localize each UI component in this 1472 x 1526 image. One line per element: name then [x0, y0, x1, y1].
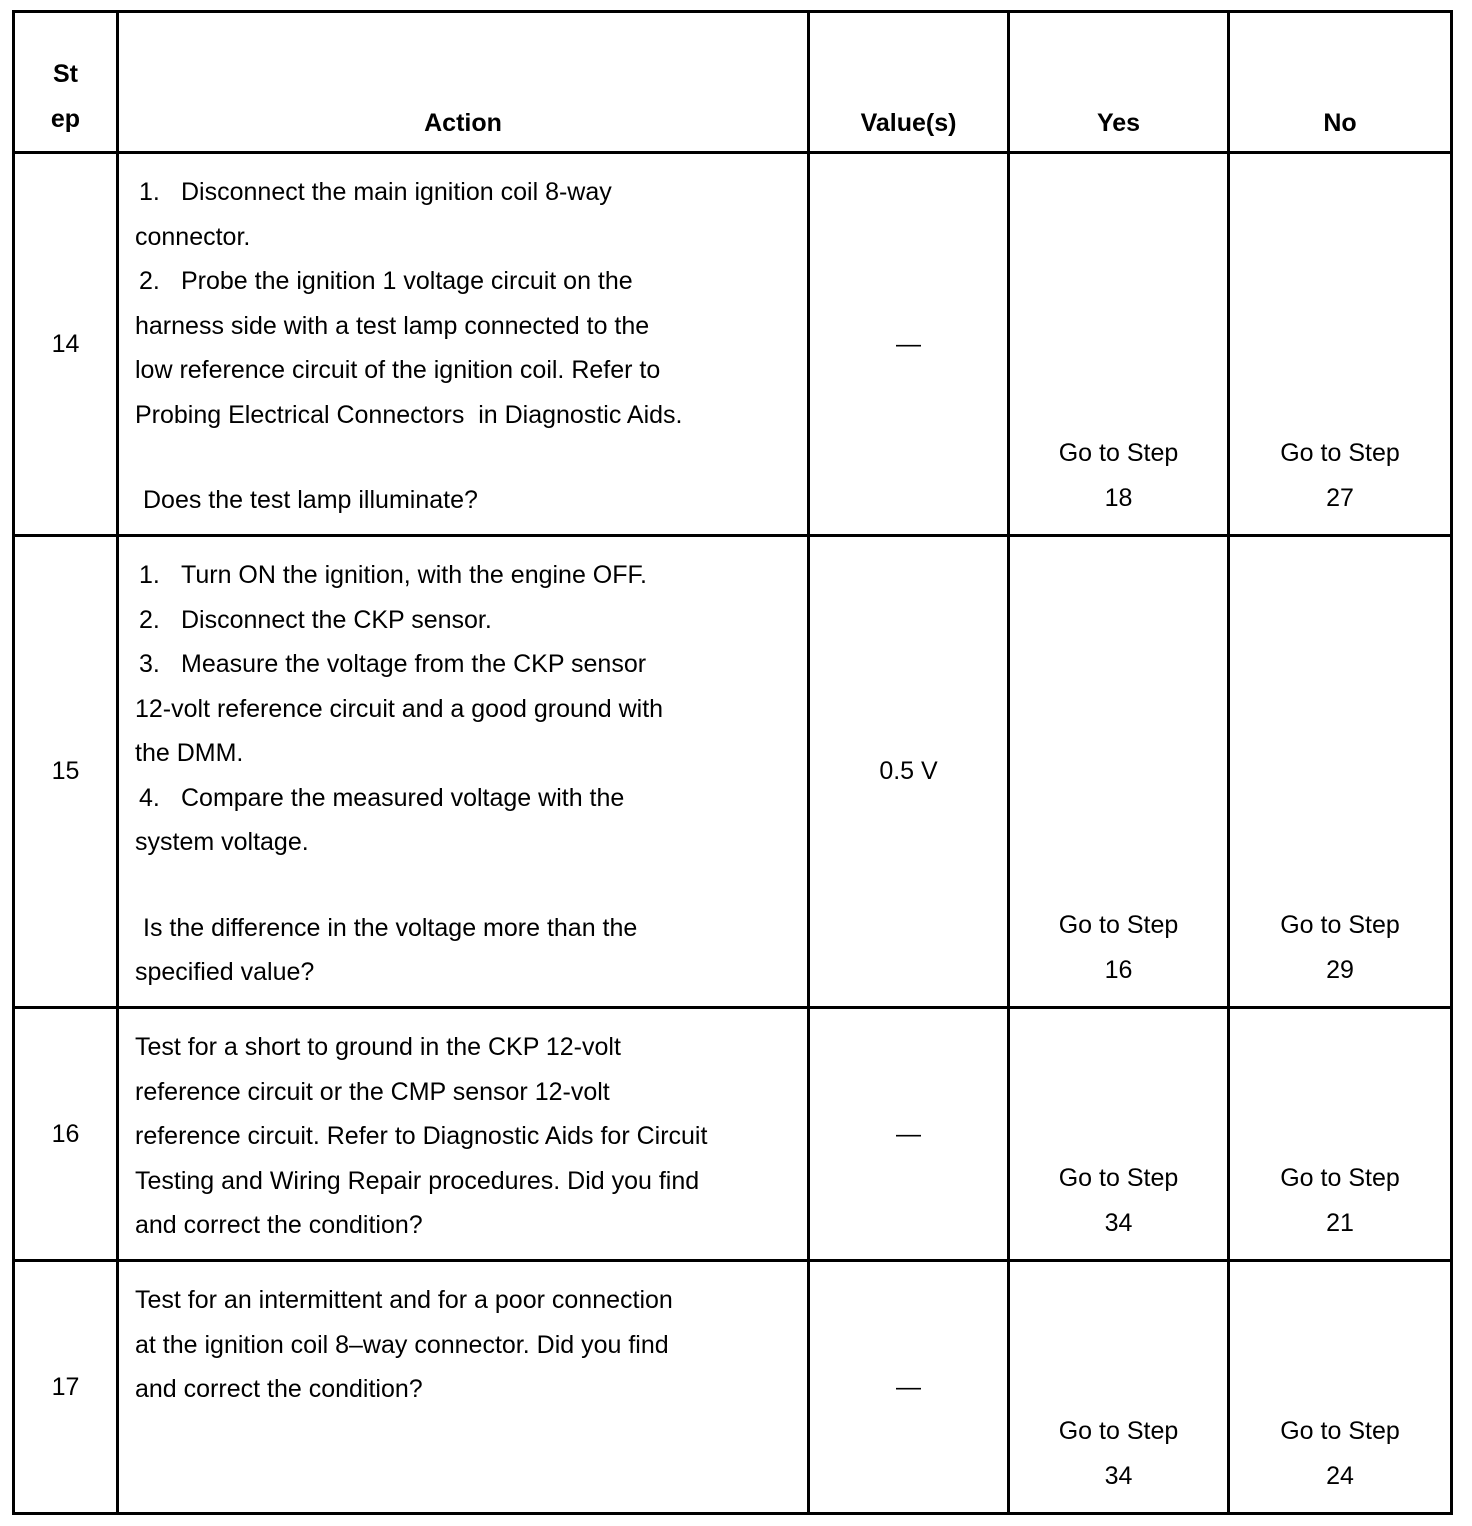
yes-cell — [1009, 153, 1229, 536]
step-number: 16 — [14, 1008, 118, 1261]
table-row — [14, 1008, 1452, 1261]
table-row — [14, 1261, 1452, 1514]
header-step — [14, 12, 118, 153]
no-label: Go to Step — [1280, 439, 1400, 467]
yes-label: Go to Step — [1058, 1164, 1179, 1192]
list-item: 1. Disconnect the main ignition coil 8-way — [139, 178, 612, 206]
action-text-line: Testing and Wiring Repair procedures. Did you find — [135, 1166, 700, 1195]
list-item-continuation: the DMM. — [135, 739, 244, 767]
value-cell: — — [809, 1261, 1009, 1514]
question-text: Is the difference in the voltage more than the — [143, 913, 638, 942]
no-step-link[interactable]: 29 — [1326, 955, 1354, 984]
yes-cell — [1009, 1008, 1229, 1261]
no-cell — [1229, 536, 1452, 1008]
list-item-continuation: connector. — [135, 222, 251, 251]
list-item: 4. Compare the measured voltage with the — [139, 783, 625, 812]
no-label: Go to Step — [1280, 911, 1400, 939]
list-item: 1. Turn ON the ignition, with the engine OFF. — [139, 561, 647, 589]
action-text-line: reference circuit or the CMP sensor 12-volt — [135, 1077, 610, 1106]
header-values: Value(s) — [809, 12, 1009, 153]
step-number: 17 — [14, 1261, 118, 1514]
no-step-link[interactable]: 27 — [1326, 483, 1354, 512]
action-text-line: and correct the condition? — [135, 1211, 423, 1239]
value-cell: 0.5 V — [809, 536, 1009, 1008]
action-text-line: and correct the condition? — [135, 1375, 423, 1403]
list-item: 2. Disconnect the CKP sensor. — [139, 605, 492, 634]
no-cell — [1229, 153, 1452, 536]
no-cell — [1229, 1261, 1452, 1514]
list-item-continuation: system voltage. — [135, 828, 309, 856]
header-action: Action — [118, 12, 809, 153]
action-cell — [118, 153, 809, 536]
yes-cell — [1009, 1261, 1229, 1514]
value-cell: — — [809, 153, 1009, 536]
step-number: 15 — [14, 536, 118, 1008]
list-item: 3. Measure the voltage from the CKP sensor — [139, 650, 647, 678]
no-cell — [1229, 1008, 1452, 1261]
table-row — [14, 153, 1452, 536]
value-cell: — — [809, 1008, 1009, 1261]
header-yes: Yes — [1009, 12, 1229, 153]
table-row — [14, 536, 1452, 1008]
question-text-continuation: specified value? — [135, 958, 315, 986]
no-step-link[interactable]: 21 — [1326, 1208, 1354, 1237]
yes-label: Go to Step — [1058, 439, 1179, 467]
yes-step-link[interactable]: 34 — [1104, 1461, 1133, 1490]
action-text-line: at the ignition coil 8–way connector. Did you find — [135, 1330, 669, 1359]
yes-step-link[interactable]: 18 — [1104, 483, 1133, 512]
action-text-line: Test for a short to ground in the CKP 12-volt — [135, 1033, 621, 1061]
no-label: Go to Step — [1280, 1417, 1400, 1445]
list-item-continuation: 12-volt reference circuit and a good ground with — [135, 694, 664, 723]
list-item-continuation: harness side with a test lamp connected to the — [135, 311, 650, 340]
header-no: No — [1229, 12, 1452, 153]
header-step-line2: ep — [50, 104, 81, 133]
list-item-continuation: Probing Electrical Connectors in Diagnostic Aids. — [135, 400, 683, 429]
list-item: 2. Probe the ignition 1 voltage circuit on the — [139, 267, 633, 295]
question-text: Does the test lamp illuminate? — [143, 486, 478, 514]
step-number: 14 — [14, 153, 118, 536]
yes-label: Go to Step — [1058, 911, 1179, 939]
header-row — [14, 12, 1452, 153]
yes-step-link[interactable]: 34 — [1104, 1208, 1133, 1237]
no-step-link[interactable]: 24 — [1326, 1461, 1354, 1490]
action-cell — [118, 1008, 809, 1261]
action-text-line: Test for an intermittent and for a poor connection — [135, 1286, 673, 1314]
yes-label: Go to Step — [1058, 1417, 1179, 1445]
list-item-continuation: low reference circuit of the ignition coil. Refer to — [135, 356, 661, 384]
yes-step-link[interactable]: 16 — [1104, 955, 1133, 984]
header-step-line1: St — [53, 60, 78, 88]
action-cell — [118, 1261, 809, 1514]
action-cell — [118, 536, 809, 1008]
yes-cell — [1009, 536, 1229, 1008]
action-text-line: reference circuit. Refer to Diagnostic Aids for Circuit — [135, 1122, 708, 1150]
no-label: Go to Step — [1280, 1164, 1400, 1192]
diagnostic-table — [12, 10, 1453, 1515]
